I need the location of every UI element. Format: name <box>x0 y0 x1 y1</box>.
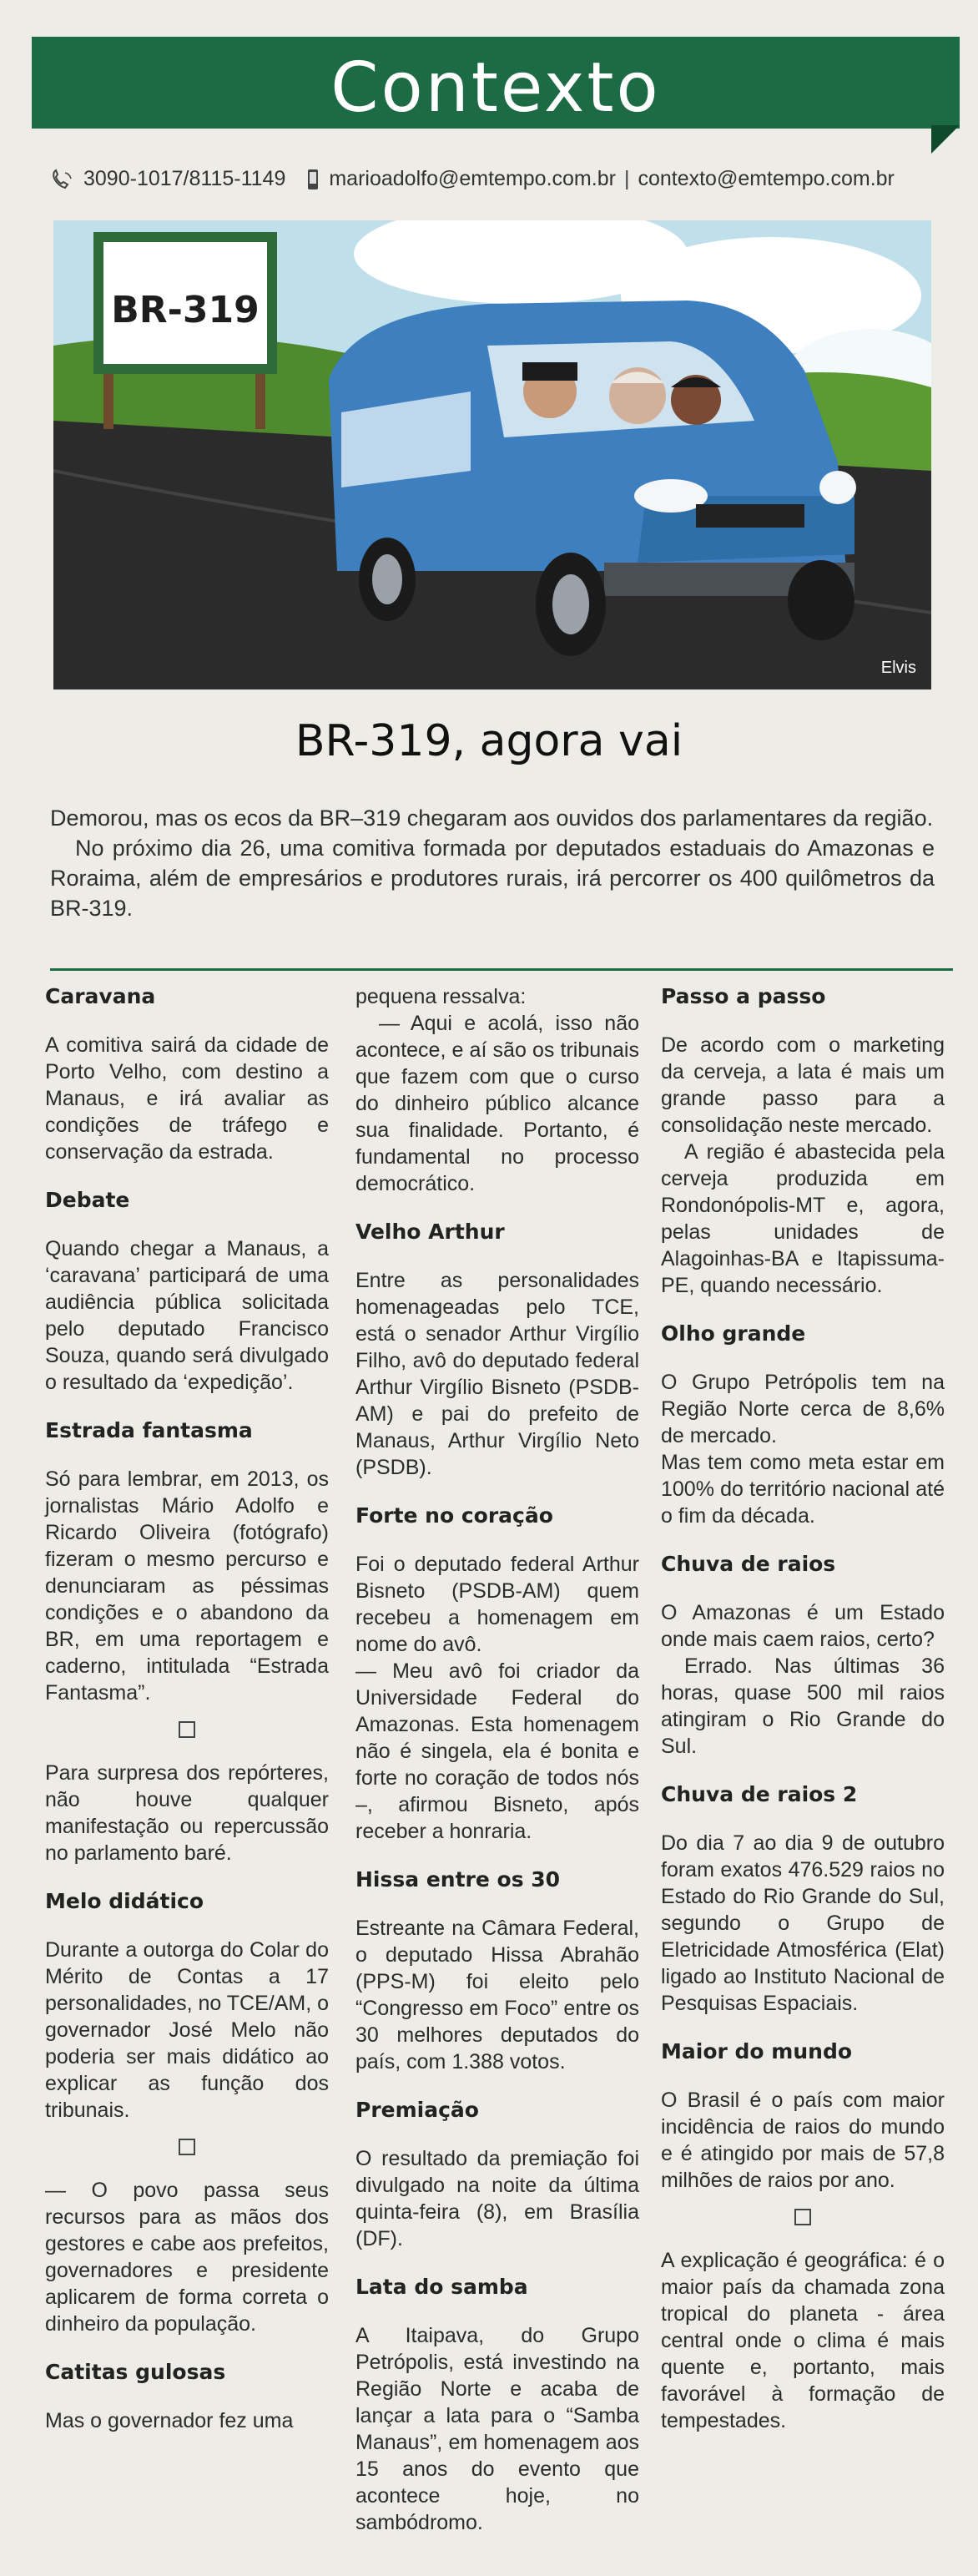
subhead-passo-a-passo: Passo a passo <box>661 984 826 1008</box>
paragraph: Estreante na Câmara Federal, o deputado Hissa Abrahão (PPS-M) foi eleito pelo “Congresso em Foco” entre os 30 melhores deputados do país, com 1.388 votos. <box>355 1917 639 2073</box>
lead-paragraph: No próximo dia 26, uma comitiva formada por deputados estaduais do Amazonas e Roraima, além de empresários e produtores rurais, irá percorrer os 400 quilômetros da BR-319. <box>50 836 935 921</box>
email-mario[interactable]: marioadolfo@emtempo.com.br <box>329 167 616 190</box>
paragraph: Quando chegar a Manaus, a ‘caravana’ participará de uma audiência pública solicitada pelo deputado Francisco Souza, quando será divulgado o resultado da ‘expedição’. <box>45 1237 329 1394</box>
paragraph: Mas tem como meta estar em 100% do território nacional até o fim da década. <box>661 1451 945 1528</box>
phone-icon <box>50 169 75 190</box>
column-3 <box>661 983 945 2456</box>
paragraph: Para surpresa dos repórteres, não houve qualquer manifestação ou repercussão no parlamento baré. <box>45 1761 329 1865</box>
email-contexto[interactable]: contexto@emtempo.com.br <box>638 167 895 190</box>
column-1 <box>45 983 329 2456</box>
phone-number: 3090-1017/8115-1149 <box>83 167 286 190</box>
section-title: Contexto <box>330 48 661 128</box>
subhead-chuva-de-raios: Chuva de raios <box>661 1552 836 1576</box>
contact-line <box>50 167 895 191</box>
paragraph: Foi o deputado federal Arthur Bisneto (PSDB-AM) quem recebeu a homenagem em nome do avô. <box>355 1553 639 1656</box>
subhead-premiacao: Premiação <box>355 2098 479 2122</box>
subhead-lata-do-samba: Lata do samba <box>355 2275 528 2299</box>
section-banner <box>32 37 960 129</box>
subhead-estrada-fantasma: Estrada fantasma <box>45 1418 253 1442</box>
subhead-hissa-entre-os-30: Hissa entre os 30 <box>355 1867 561 1892</box>
paragraph: A região é abastecida pela cerveja produzida em Rondonópolis-MT e, agora, pelas unidades de Alagoinhas-BA e Itapissuma-PE, quando necessário. <box>661 1140 945 1297</box>
section-divider-box <box>179 2139 195 2155</box>
section-divider-box <box>179 1721 195 1738</box>
subhead-catitas-gulosas: Catitas gulosas <box>45 2360 226 2384</box>
paragraph: A Itaipava, do Grupo Petrópolis, está investindo na Região Norte e acaba de lançar a lata para o “Samba Manaus”, em homenagem aos 15 anos do evento que acontece hoje, no sambódromo. <box>355 2324 639 2534</box>
paragraph: A comitiva sairá da cidade de Porto Velho, com destino a Manaus, e irá avaliar as condições de tráfego e conservação da estrada. <box>45 1033 329 1164</box>
mobile-icon <box>305 168 320 191</box>
paragraph: — O povo passa seus recursos para as mãos dos gestores e cabe aos prefeitos, governadores e presidente aplicarem de forma correta o dinheiro da população. <box>45 2179 329 2336</box>
section-divider-box <box>794 2209 811 2225</box>
paragraph: Errado. Nas últimas 36 horas, quase 500 mil raios atingiram o Rio Grande do Sul. <box>661 1654 945 1758</box>
paragraph: Durante a outorga do Colar do Mérito de Contas a 17 personalidades, no TCE/AM, o governador José Melo não poderia ser mais didático ao explicar as função dos tribunais. <box>45 1938 330 2122</box>
paragraph: O Grupo Petrópolis tem na Região Norte cerca de 8,6% de mercado. <box>661 1371 945 1447</box>
subhead-olho-grande: Olho grande <box>661 1321 806 1346</box>
article-lead <box>50 803 935 923</box>
illustration-credit: Elvis <box>880 659 916 677</box>
paragraph: — Meu avô foi criador da Universidade Federal do Amazonas. Esta homenagem não é singela, ela é bonita e forte no coração de todos nós –, afirmou Bisneto, após receber a honraria. <box>355 1659 639 1843</box>
paragraph: O Amazonas é um Estado onde mais caem raios, certo? <box>661 1601 945 1651</box>
article-headline: BR-319, agora vai <box>295 716 683 766</box>
column-2 <box>355 983 639 2558</box>
paragraph: pequena ressalva: <box>355 985 527 1008</box>
lead-paragraph: Demorou, mas os ecos da BR–319 chegaram aos ouvidos dos parlamentares da região. <box>50 806 934 831</box>
paragraph: — Aqui e acolá, isso não acontece, e aí são os tribunais que fazem com que o curso do dinheiro público alcance sua finalidade. Portanto, é fundamental no processo democrático. <box>355 1012 639 1195</box>
cartoon-illustration <box>53 220 931 689</box>
paragraph: Só para lembrar, em 2013, os jornalistas Mário Adolfo e Ricardo Oliveira (fotógrafo) fizeram o mesmo percurso e denunciaram as péssimas condições e o abandono da BR, em uma reportagem e caderno, intitulada “Estrada Fantasma”. <box>45 1467 329 1705</box>
subhead-maior-do-mundo: Maior do mundo <box>661 2039 853 2063</box>
sign-text: BR-319 <box>111 289 260 331</box>
banner-fold <box>931 125 960 154</box>
contact-separator: | <box>623 167 630 190</box>
section-rule <box>50 968 953 971</box>
paragraph: Entre as personalidades homenageadas pelo TCE, está o senador Arthur Virgílio Filho, avô do deputado federal Arthur Virgílio Bisneto (PSDB-AM) e pai do prefeito de Manaus, Arthur Virgílio Neto (PSDB). <box>355 1269 639 1479</box>
subhead-chuva-de-raios-2: Chuva de raios 2 <box>661 1782 858 1806</box>
subhead-velho-arthur: Velho Arthur <box>355 1220 505 1244</box>
paragraph: Do dia 7 ao dia 9 de outubro foram exatos 476.529 raios no Estado do Rio Grande do Sul, segundo o Grupo de Eletricidade Atmosférica (Elat) ligado ao Instituto Nacional de Pesquisas Espaciais. <box>661 1831 945 2015</box>
paragraph: O Brasil é o país com maior incidência de raios do mundo e é atingido por mais de 57,8 milhões de raios por ano. <box>661 2089 945 2192</box>
paragraph: De acordo com o marketing da cerveja, a lata é mais um grande passo para a consolidação neste mercado. <box>661 1033 945 1137</box>
subhead-debate: Debate <box>45 1188 130 1212</box>
paragraph: O resultado da premiação foi divulgado na noite da última quinta-feira (8), em Brasília (DF). <box>355 2147 639 2250</box>
subhead-forte-no-coracao: Forte no coração <box>355 1503 553 1528</box>
subhead-melo-didatico: Melo didático <box>45 1889 204 1913</box>
subhead-caravana: Caravana <box>45 984 156 1008</box>
paragraph: Mas o governador fez uma <box>45 2409 294 2432</box>
paragraph: A explicação é geográfica: é o maior país da chamada zona tropical do planeta - área central onde o clima é mais quente e, portanto, mais favorável à formação de tempestades. <box>661 2249 945 2432</box>
